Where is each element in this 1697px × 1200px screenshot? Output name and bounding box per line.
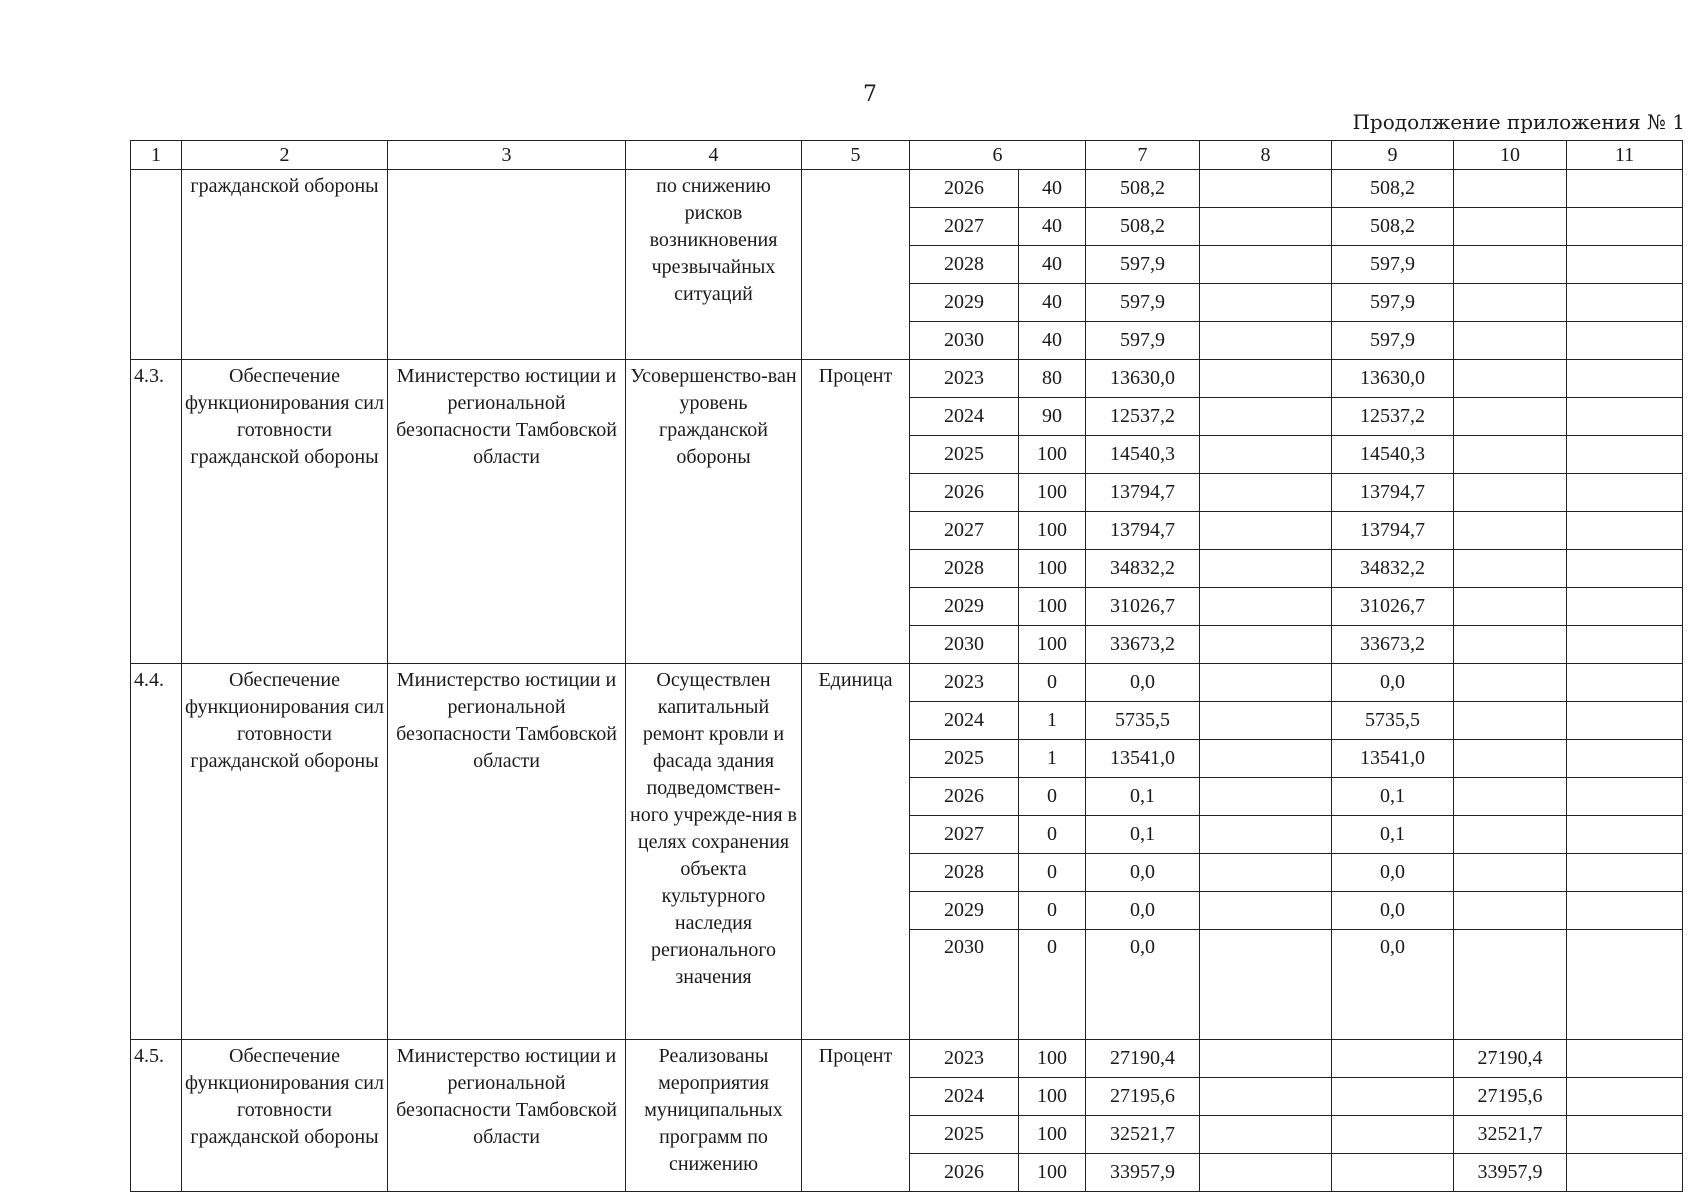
col10-value xyxy=(1454,550,1567,588)
col11-value xyxy=(1567,626,1683,664)
item-name: Обеспечение функционирования сил готовности гражданской обороны xyxy=(182,1040,388,1192)
indicator-value: 80 xyxy=(1019,360,1086,398)
col8-value xyxy=(1200,284,1332,322)
indicator-value: 100 xyxy=(1019,436,1086,474)
col11-value xyxy=(1567,778,1683,816)
col10-value xyxy=(1454,398,1567,436)
col10-value xyxy=(1454,854,1567,892)
total-amount: 597,9 xyxy=(1086,284,1200,322)
indicator-value: 100 xyxy=(1019,1154,1086,1192)
item-number: 4.3. xyxy=(131,360,182,664)
year-cell: 2025 xyxy=(910,1116,1019,1154)
col8-value xyxy=(1200,398,1332,436)
year-cell: 2025 xyxy=(910,436,1019,474)
total-amount: 597,9 xyxy=(1086,322,1200,360)
col9-value: 31026,7 xyxy=(1332,588,1454,626)
col11-value xyxy=(1567,322,1683,360)
total-amount: 13794,7 xyxy=(1086,512,1200,550)
indicator-value: 100 xyxy=(1019,1116,1086,1154)
col9-value: 5735,5 xyxy=(1332,702,1454,740)
total-amount: 0,0 xyxy=(1086,892,1200,930)
col8-value xyxy=(1200,816,1332,854)
item-number xyxy=(131,170,182,360)
col11-value xyxy=(1567,436,1683,474)
col10-value xyxy=(1454,246,1567,284)
indicator-value: 40 xyxy=(1019,246,1086,284)
col10-value xyxy=(1454,930,1567,1040)
col10-value xyxy=(1454,512,1567,550)
col8-value xyxy=(1200,702,1332,740)
expected-result: Реализованы мероприятия муниципальных программ по снижению xyxy=(626,1040,802,1192)
indicator-value: 100 xyxy=(1019,588,1086,626)
page-number: 7 xyxy=(863,82,877,107)
column-header-1: 1 xyxy=(131,141,182,170)
col10-value xyxy=(1454,474,1567,512)
col9-value: 508,2 xyxy=(1332,170,1454,208)
col11-value xyxy=(1567,1116,1683,1154)
col11-value xyxy=(1567,854,1683,892)
col10-value xyxy=(1454,322,1567,360)
indicator-value: 0 xyxy=(1019,664,1086,702)
col8-value xyxy=(1200,360,1332,398)
column-header-6: 6 xyxy=(910,141,1086,170)
item-name: Обеспечение функционирования сил готовности гражданской обороны xyxy=(182,664,388,1040)
column-header-11: 11 xyxy=(1567,141,1683,170)
indicator-value: 0 xyxy=(1019,778,1086,816)
indicator-value: 40 xyxy=(1019,170,1086,208)
year-cell: 2030 xyxy=(910,626,1019,664)
indicator-value: 100 xyxy=(1019,550,1086,588)
total-amount: 0,0 xyxy=(1086,664,1200,702)
col10-value xyxy=(1454,702,1567,740)
col8-value xyxy=(1200,208,1332,246)
total-amount: 5735,5 xyxy=(1086,702,1200,740)
item-name: гражданской обороны xyxy=(182,170,388,360)
col11-value xyxy=(1567,1078,1683,1116)
col9-value: 597,9 xyxy=(1332,246,1454,284)
table-row xyxy=(131,170,1683,208)
col10-value xyxy=(1454,626,1567,664)
year-cell: 2030 xyxy=(910,930,1019,1040)
col9-value: 0,1 xyxy=(1332,778,1454,816)
col10-value xyxy=(1454,436,1567,474)
year-cell: 2024 xyxy=(910,398,1019,436)
col11-value xyxy=(1567,246,1683,284)
responsible-executor xyxy=(388,170,626,360)
total-amount: 13630,0 xyxy=(1086,360,1200,398)
measure-unit: Единица xyxy=(802,664,910,1040)
total-amount: 32521,7 xyxy=(1086,1116,1200,1154)
table-row xyxy=(131,664,1683,702)
col10-value xyxy=(1454,816,1567,854)
table-row xyxy=(131,360,1683,398)
column-header-8: 8 xyxy=(1200,141,1332,170)
column-header-4: 4 xyxy=(626,141,802,170)
item-number: 4.5. xyxy=(131,1040,182,1192)
col8-value xyxy=(1200,778,1332,816)
year-cell: 2026 xyxy=(910,1154,1019,1192)
col8-value xyxy=(1200,1116,1332,1154)
column-header-10: 10 xyxy=(1454,141,1567,170)
indicator-value: 1 xyxy=(1019,740,1086,778)
col8-value xyxy=(1200,170,1332,208)
col10-value: 33957,9 xyxy=(1454,1154,1567,1192)
year-cell: 2028 xyxy=(910,550,1019,588)
col10-value xyxy=(1454,892,1567,930)
continuation-label: Продолжение приложения № 1 xyxy=(1352,110,1685,134)
year-cell: 2023 xyxy=(910,664,1019,702)
column-header-9: 9 xyxy=(1332,141,1454,170)
total-amount: 508,2 xyxy=(1086,208,1200,246)
col8-value xyxy=(1200,512,1332,550)
col10-value xyxy=(1454,208,1567,246)
indicator-value: 40 xyxy=(1019,284,1086,322)
col11-value xyxy=(1567,474,1683,512)
year-cell: 2030 xyxy=(910,322,1019,360)
col9-value: 0,1 xyxy=(1332,816,1454,854)
col10-value xyxy=(1454,360,1567,398)
col11-value xyxy=(1567,740,1683,778)
col9-value: 0,0 xyxy=(1332,892,1454,930)
responsible-executor: Министерство юстиции и региональной безопасности Тамбовской области xyxy=(388,1040,626,1192)
year-cell: 2024 xyxy=(910,702,1019,740)
col9-value: 34832,2 xyxy=(1332,550,1454,588)
year-cell: 2026 xyxy=(910,474,1019,512)
col8-value xyxy=(1200,588,1332,626)
total-amount: 0,0 xyxy=(1086,930,1200,1040)
col8-value xyxy=(1200,246,1332,284)
year-cell: 2029 xyxy=(910,892,1019,930)
col11-value xyxy=(1567,284,1683,322)
expected-result: Усовершенство-ван уровень гражданской обороны xyxy=(626,360,802,664)
col9-value: 13541,0 xyxy=(1332,740,1454,778)
indicator-value: 40 xyxy=(1019,322,1086,360)
col10-value xyxy=(1454,170,1567,208)
col10-value xyxy=(1454,588,1567,626)
col10-value xyxy=(1454,284,1567,322)
expected-result: Осуществлен капитальный ремонт кровли и фасада здания подведомствен-ного учрежде-ния в целях сохранения объекта культурного наследия регионального значения xyxy=(626,664,802,1040)
total-amount: 33957,9 xyxy=(1086,1154,1200,1192)
col8-value xyxy=(1200,1154,1332,1192)
col9-value: 13630,0 xyxy=(1332,360,1454,398)
col8-value xyxy=(1200,436,1332,474)
col11-value xyxy=(1567,892,1683,930)
col10-value xyxy=(1454,664,1567,702)
col8-value xyxy=(1200,930,1332,1040)
indicator-value: 100 xyxy=(1019,1078,1086,1116)
indicator-value: 1 xyxy=(1019,702,1086,740)
col10-value xyxy=(1454,740,1567,778)
total-amount: 12537,2 xyxy=(1086,398,1200,436)
year-cell: 2023 xyxy=(910,360,1019,398)
col11-value xyxy=(1567,816,1683,854)
col9-value: 13794,7 xyxy=(1332,474,1454,512)
year-cell: 2029 xyxy=(910,588,1019,626)
col9-value: 0,0 xyxy=(1332,664,1454,702)
measure-unit: Процент xyxy=(802,360,910,664)
item-number: 4.4. xyxy=(131,664,182,1040)
col11-value xyxy=(1567,208,1683,246)
total-amount: 0,1 xyxy=(1086,778,1200,816)
col11-value xyxy=(1567,398,1683,436)
year-cell: 2029 xyxy=(910,284,1019,322)
col11-value xyxy=(1567,702,1683,740)
year-cell: 2027 xyxy=(910,208,1019,246)
col8-value xyxy=(1200,1040,1332,1078)
col11-value xyxy=(1567,360,1683,398)
col10-value xyxy=(1454,778,1567,816)
total-amount: 13541,0 xyxy=(1086,740,1200,778)
col8-value xyxy=(1200,626,1332,664)
col11-value xyxy=(1567,1154,1683,1192)
col9-value: 0,0 xyxy=(1332,930,1454,1040)
indicator-value: 0 xyxy=(1019,930,1086,1040)
col10-value: 32521,7 xyxy=(1454,1116,1567,1154)
column-header-5: 5 xyxy=(802,141,910,170)
item-name: Обеспечение функционирования сил готовности гражданской обороны xyxy=(182,360,388,664)
col9-value: 13794,7 xyxy=(1332,512,1454,550)
col8-value xyxy=(1200,854,1332,892)
col8-value xyxy=(1200,474,1332,512)
col9-value: 508,2 xyxy=(1332,208,1454,246)
table-body xyxy=(131,141,1683,1192)
responsible-executor: Министерство юстиции и региональной безопасности Тамбовской области xyxy=(388,664,626,1040)
measure-unit: Процент xyxy=(802,1040,910,1192)
col11-value xyxy=(1567,512,1683,550)
total-amount: 33673,2 xyxy=(1086,626,1200,664)
total-amount: 508,2 xyxy=(1086,170,1200,208)
indicator-value: 0 xyxy=(1019,892,1086,930)
col9-value xyxy=(1332,1040,1454,1078)
col9-value: 14540,3 xyxy=(1332,436,1454,474)
table-row xyxy=(131,1040,1683,1078)
year-cell: 2026 xyxy=(910,170,1019,208)
col8-value xyxy=(1200,1078,1332,1116)
indicator-value: 90 xyxy=(1019,398,1086,436)
year-cell: 2024 xyxy=(910,1078,1019,1116)
column-header-3: 3 xyxy=(388,141,626,170)
total-amount: 14540,3 xyxy=(1086,436,1200,474)
total-amount: 0,0 xyxy=(1086,854,1200,892)
col11-value xyxy=(1567,588,1683,626)
year-cell: 2028 xyxy=(910,854,1019,892)
col11-value xyxy=(1567,550,1683,588)
col9-value: 33673,2 xyxy=(1332,626,1454,664)
col11-value xyxy=(1567,170,1683,208)
column-header-7: 7 xyxy=(1086,141,1200,170)
col9-value xyxy=(1332,1116,1454,1154)
col9-value: 597,9 xyxy=(1332,284,1454,322)
column-header-2: 2 xyxy=(182,141,388,170)
year-cell: 2023 xyxy=(910,1040,1019,1078)
total-amount: 31026,7 xyxy=(1086,588,1200,626)
year-cell: 2025 xyxy=(910,740,1019,778)
indicator-value: 100 xyxy=(1019,1040,1086,1078)
year-cell: 2028 xyxy=(910,246,1019,284)
responsible-executor: Министерство юстиции и региональной безопасности Тамбовской области xyxy=(388,360,626,664)
indicator-value: 100 xyxy=(1019,512,1086,550)
indicator-value: 0 xyxy=(1019,816,1086,854)
indicator-value: 100 xyxy=(1019,626,1086,664)
col9-value: 597,9 xyxy=(1332,322,1454,360)
header-row xyxy=(131,141,1683,170)
total-amount: 27195,6 xyxy=(1086,1078,1200,1116)
col8-value xyxy=(1200,892,1332,930)
col10-value: 27195,6 xyxy=(1454,1078,1567,1116)
col8-value xyxy=(1200,740,1332,778)
col9-value: 12537,2 xyxy=(1332,398,1454,436)
total-amount: 27190,4 xyxy=(1086,1040,1200,1078)
col11-value xyxy=(1567,1040,1683,1078)
total-amount: 34832,2 xyxy=(1086,550,1200,588)
col11-value xyxy=(1567,664,1683,702)
col9-value xyxy=(1332,1078,1454,1116)
year-cell: 2026 xyxy=(910,778,1019,816)
program-table xyxy=(130,140,1683,1192)
col8-value xyxy=(1200,322,1332,360)
indicator-value: 40 xyxy=(1019,208,1086,246)
total-amount: 0,1 xyxy=(1086,816,1200,854)
year-cell: 2027 xyxy=(910,512,1019,550)
col8-value xyxy=(1200,550,1332,588)
indicator-value: 100 xyxy=(1019,474,1086,512)
year-cell: 2027 xyxy=(910,816,1019,854)
indicator-value: 0 xyxy=(1019,854,1086,892)
col8-value xyxy=(1200,664,1332,702)
col9-value: 0,0 xyxy=(1332,854,1454,892)
total-amount: 597,9 xyxy=(1086,246,1200,284)
total-amount: 13794,7 xyxy=(1086,474,1200,512)
col11-value xyxy=(1567,930,1683,1040)
col10-value: 27190,4 xyxy=(1454,1040,1567,1078)
col9-value xyxy=(1332,1154,1454,1192)
expected-result: по снижению рисков возникновения чрезвычайных ситуаций xyxy=(626,170,802,360)
measure-unit xyxy=(802,170,910,360)
